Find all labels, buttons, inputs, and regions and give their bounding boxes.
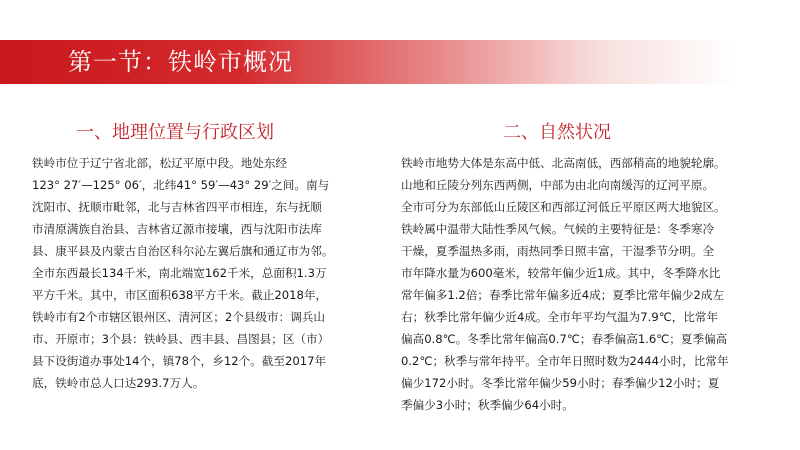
paragraph-line: 铁岭市位于辽宁省北部，松辽平原中段。地处东经 [32, 156, 288, 170]
paragraph-line: 铁岭属中温带大陆性季风气候。气候的主要特征是：冬季寒冷 [401, 222, 715, 236]
paragraph-line: 常年偏多1.2倍；春季比常年偏多近4成；夏季比常年偏少2成左 [401, 288, 725, 302]
paragraph-line: 平方千米。其中，市区面积638平方千米。截止2018年， [32, 288, 328, 302]
paragraph-line: 县下设街道办事处14个，镇78个，乡12个。截至2017年 [32, 354, 327, 368]
paragraph-line: 底，铁岭市总人口达293.7万人。 [32, 376, 205, 390]
paragraph-line: 山地和丘陵分列东西两侧，中部为由北向南缓泻的辽河平原。 [401, 178, 715, 192]
paragraph-line: 市年降水量为600毫米，较常年偏少近1成。其中，冬季降水比 [401, 266, 721, 280]
paragraph-line: 干燥，夏季温热多雨，雨热同季日照丰富，干湿季节分明。全 [401, 244, 715, 258]
paragraph-line: 全市可分为东部低山丘陵区和西部辽河低丘平原区两大地貌区。 [401, 200, 726, 214]
paragraph-line: 偏少172小时。冬季比常年偏少59小时；春季偏少12小时；夏 [401, 376, 720, 390]
section-title: 第一节：铁岭市概况 [68, 48, 293, 76]
paragraph-line: 县、康平县及内蒙古自治区科尔沁左翼后旗和通辽市为邻。 [32, 244, 334, 258]
paragraph-line: 沈阳市、抚顺市毗邻，北与吉林省四平市相连，东与抚顺 [32, 200, 322, 214]
paragraph-line: 市清原满族自治县、吉林省辽源市接壤，西与沈阳市法库 [32, 222, 322, 236]
paragraph-line: 全市东西最长134千米，南北端宽162千米，总面积1.3万 [32, 266, 327, 280]
paragraph-line: 铁岭市有2个市辖区银州区、清河区；2个县级市：调兵山 [32, 310, 326, 324]
paragraph-line: 铁岭市地势大体是东高中低、北高南低，西部稍高的地貌轮廓。 [401, 156, 726, 170]
paragraph-line: 0.2℃；秋季与常年持平。全市年日照时数为2444小时，比常年 [401, 354, 729, 368]
paragraph-line: 市、开原市；3个县：铁岭县、西丰县、昌图县；区（市） [32, 332, 330, 346]
location-paragraph [32, 152, 386, 394]
nature-paragraph [401, 152, 783, 416]
paragraph-line: 偏高0.8℃。冬季比常年偏高0.7℃；春季偏高1.6℃；夏季偏高 [401, 332, 728, 346]
paragraph-line: 右；秋季比常年偏少近4成。全市年平均气温为7.9℃，比常年 [401, 310, 719, 324]
nature-heading: 二、自然状况 [503, 122, 611, 143]
location-heading: 一、地理位置与行政区划 [76, 122, 274, 143]
paragraph-line: 季偏少3小时；秋季偏少64小时。 [401, 398, 574, 412]
paragraph-line: 123° 27′—125° 06′，北纬41° 59′—43° 29′之间。南与 [32, 178, 330, 192]
